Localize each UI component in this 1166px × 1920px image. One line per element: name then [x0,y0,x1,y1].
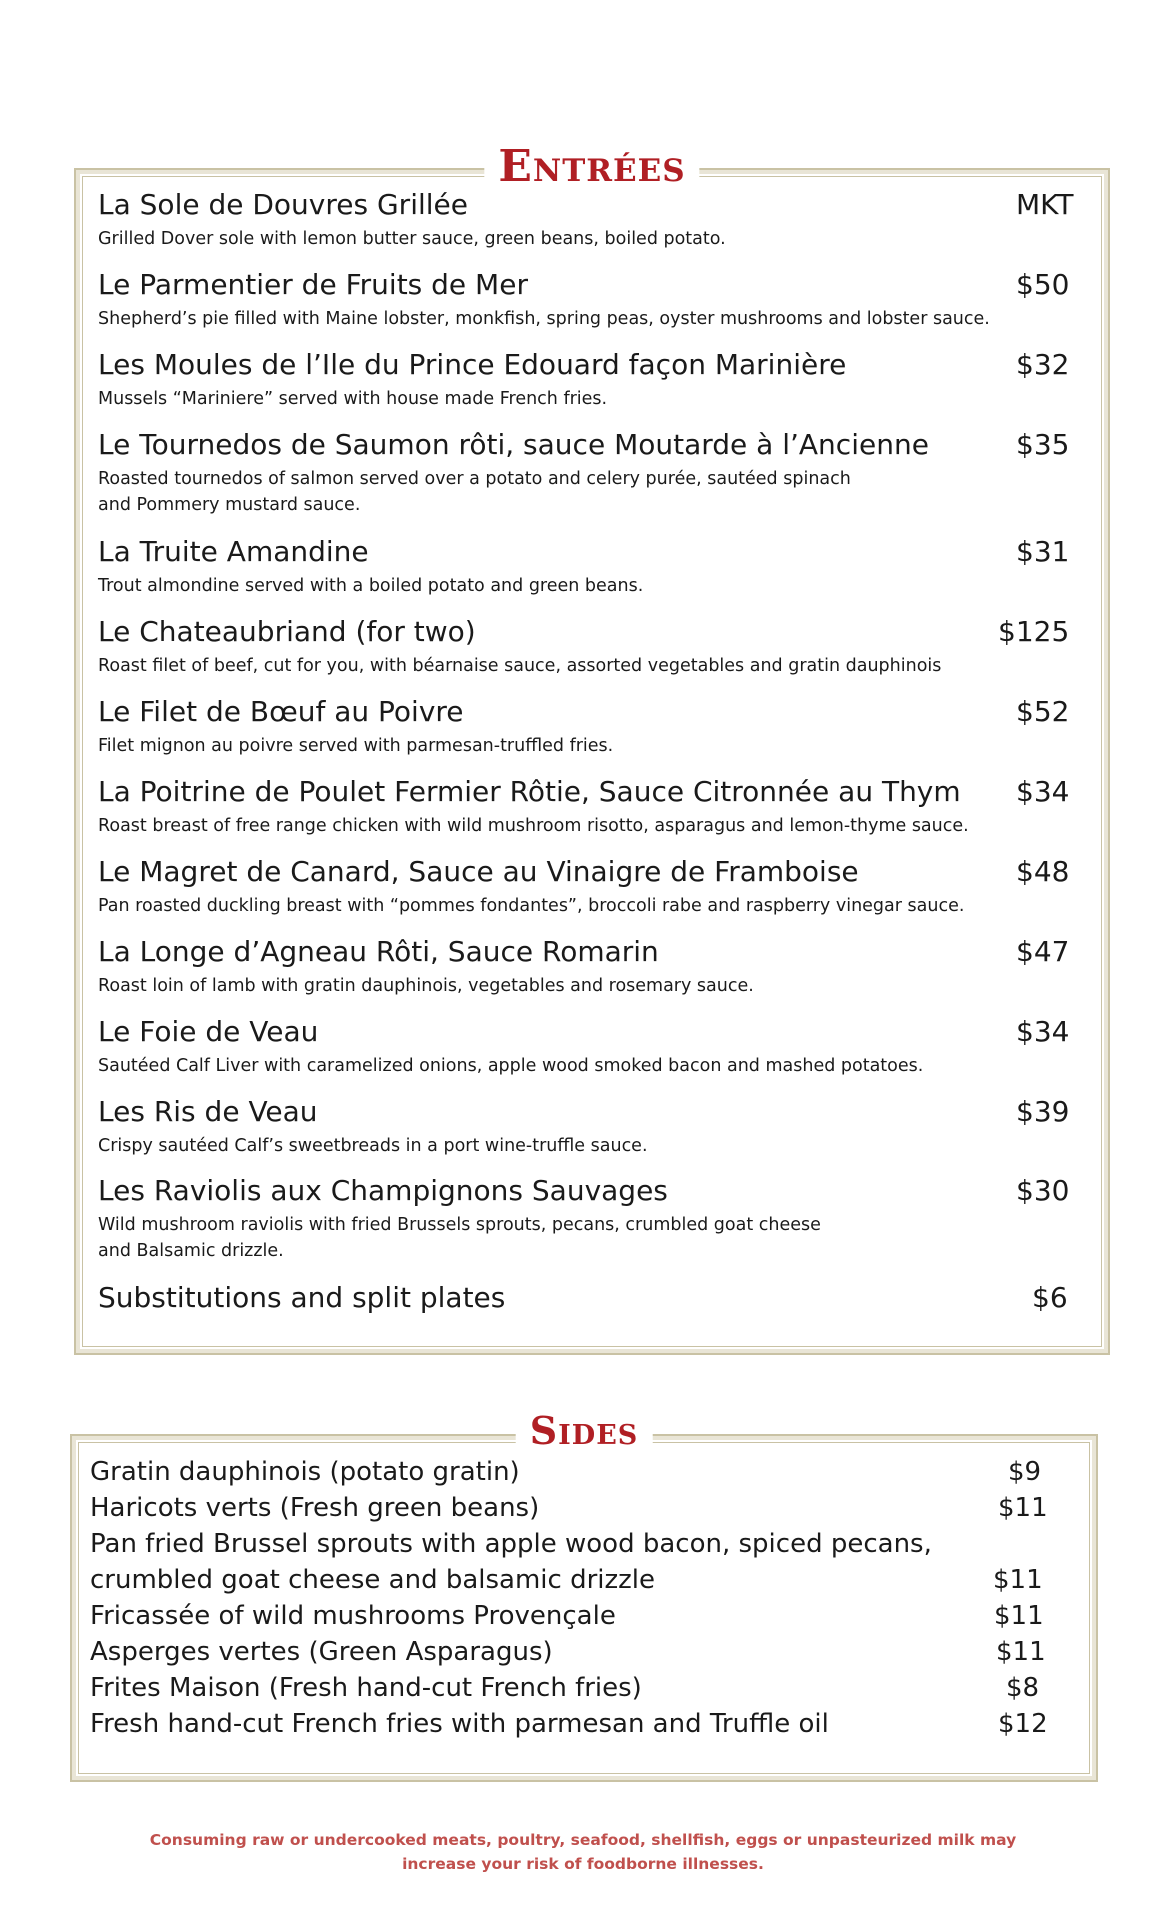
side-name: crumbled goat cheese and balsamic drizzle [90,1565,656,1595]
item-name: Le Filet de Bœuf au Poivre [98,695,464,728]
item-description: Roast breast of free range chicken with wild mushroom risotto, asparagus and lemon-thyme sauce. [98,816,969,836]
item-price: $47 [1016,935,1070,968]
item-name: Le Parmentier de Fruits de Mer [98,268,528,301]
entrees-section [74,141,1110,1355]
side-price: $9 [1008,1457,1042,1487]
item-price: $31 [1016,535,1070,568]
item-price: $30 [1016,1174,1070,1207]
item-price: $34 [1016,775,1070,808]
entrees-title: Entrées [484,140,699,194]
item-price: $34 [1016,1015,1070,1048]
side-price: $8 [1006,1673,1040,1703]
health-disclaimer [0,1828,1166,1876]
item-description: Mussels “Mariniere” served with house made French fries. [98,389,608,409]
side-name: Fricassée of wild mushrooms Provençale [90,1601,616,1631]
item-price: $48 [1016,855,1070,888]
item-name: Le Foie de Veau [98,1015,319,1048]
item-price: $50 [1016,268,1070,301]
disclaimer-line-1: Consuming raw or undercooked meats, poultry, seafood, shellfish, eggs or unpasteurized milk may [149,1831,1017,1849]
item-description: Crispy sautéed Calf’s sweetbreads in a port wine-truffle sauce. [98,1136,648,1156]
side-price: $11 [996,1637,1046,1667]
side-price: $11 [998,1493,1048,1523]
side-name: Asperges vertes (Green Asparagus) [90,1637,553,1667]
item-name: Les Moules de l’Ile du Prince Edouard façon Marinière [98,348,847,381]
disclaimer-line-2: increase your risk of foodborne illnesses. [402,1855,764,1873]
item-price: $125 [998,615,1070,648]
side-price: $11 [993,1565,1043,1595]
item-price: $39 [1016,1095,1070,1128]
item-name: Le Magret de Canard, Sauce au Vinaigre de Framboise [98,855,859,888]
sides-title: Sides [516,1406,653,1456]
side-price: $12 [998,1709,1048,1739]
sides-section [70,1408,1098,1782]
item-price: $35 [1016,428,1070,461]
item-name: Le Chateaubriand (for two) [98,615,476,648]
item-description: Shepherd’s pie filled with Maine lobster, monkfish, spring peas, oyster mushrooms and lobster sauce. [98,309,990,329]
item-price: $32 [1016,348,1070,381]
side-name: Frites Maison (Fresh hand-cut French fries) [90,1673,642,1703]
item-description: Grilled Dover sole with lemon butter sauce, green beans, boiled potato. [98,229,726,249]
item-name: Le Tournedos de Saumon rôti, sauce Moutarde à l’Ancienne [98,428,929,461]
item-name: La Sole de Douvres Grillée [98,188,468,221]
item-name: La Longe d’Agneau Rôti, Sauce Romarin [98,935,659,968]
item-name: Les Ris de Veau [98,1095,318,1128]
side-name: Fresh hand-cut French fries with parmesan and Truffle oil [90,1709,829,1739]
item-price: MKT [1016,188,1074,221]
item-description: Roast filet of beef, cut for you, with béarnaise sauce, assorted vegetables and gratin dauphinois [98,656,942,676]
item-price: $6 [1032,1281,1068,1314]
item-description: Roast loin of lamb with gratin dauphinois, vegetables and rosemary sauce. [98,976,754,996]
item-description: Wild mushroom raviolis with fried Brussels sprouts, pecans, crumbled goat cheese and Balsamic drizzle. [98,1215,821,1261]
side-name: Gratin dauphinois (potato gratin) [90,1457,520,1487]
item-description: Roasted tournedos of salmon served over a potato and celery purée, sautéed spinach and Pommery mustard sauce. [98,469,851,515]
item-name: Les Raviolis aux Champignons Sauvages [98,1174,668,1207]
item-description: Pan roasted duckling breast with “pommes fondantes”, broccoli rabe and raspberry vinegar sauce. [98,896,965,916]
side-price: $11 [994,1601,1044,1631]
item-description: Filet mignon au poivre served with parmesan-truffled fries. [98,736,614,756]
item-description: Sautéed Calf Liver with caramelized onions, apple wood smoked bacon and mashed potatoes. [98,1056,924,1076]
item-description: Trout almondine served with a boiled potato and green beans. [98,576,644,596]
item-price: $52 [1016,695,1070,728]
item-name: La Poitrine de Poulet Fermier Rôtie, Sauce Citronnée au Thym [98,775,961,808]
side-name: Pan fried Brussel sprouts with apple wood bacon, spiced pecans, [90,1529,932,1559]
item-name: Substitutions and split plates [98,1281,506,1314]
item-name: La Truite Amandine [98,535,369,568]
side-name: Haricots verts (Fresh green beans) [90,1493,540,1523]
